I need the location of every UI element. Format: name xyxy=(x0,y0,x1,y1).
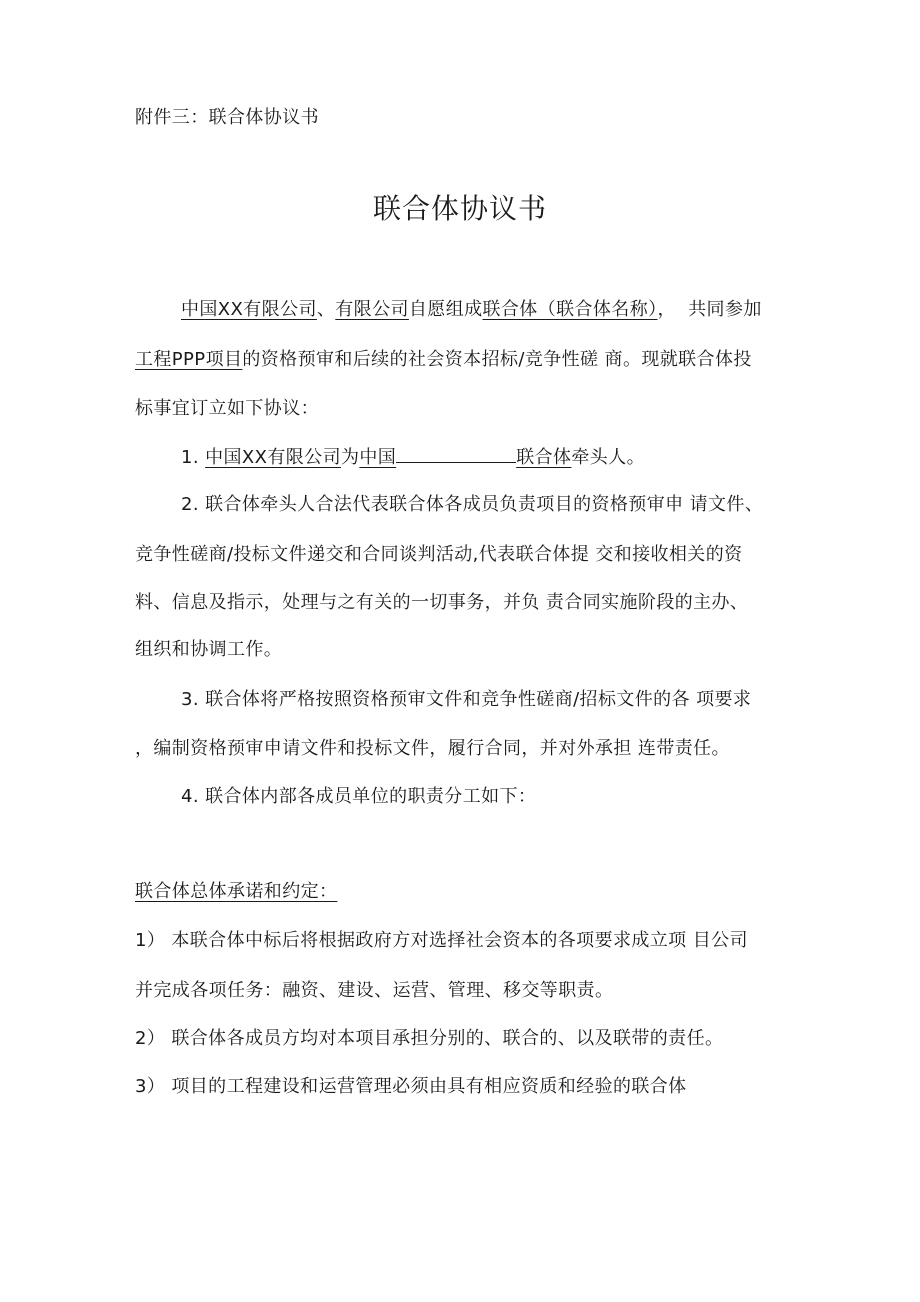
member-a: 中国XX有限公司 xyxy=(181,299,317,320)
intro-sep: 、 xyxy=(316,299,336,320)
clause-1-num: 1. xyxy=(181,447,199,468)
commitment-2: 2） 联合体各成员方均对本项目承担分别的、联合的、以及联带的责任。 xyxy=(135,1028,724,1049)
clause-1-tail: 牵头人。 xyxy=(571,447,646,468)
commitment-3: 3） 项目的工程建设和运营管理必须由具有相应资质和经验的联合体 xyxy=(135,1076,687,1097)
clause-3-line-1: 3. 联合体将严格按照资格预审文件和竞争性磋商/招标文件的各 项要求 xyxy=(181,689,752,710)
intro-text-1: 自愿组成 xyxy=(408,299,483,320)
consortium-suffix: 联合体 xyxy=(516,447,572,468)
clause-1-mid: 为 xyxy=(340,447,360,468)
clause-2-line-4: 组织和协调工作。 xyxy=(135,639,283,660)
clause-4: 4. 联合体内部各成员单位的职责分工如下： xyxy=(181,786,537,807)
commitments-heading: 联合体总体承诺和约定： xyxy=(135,881,338,902)
member-b: 有限公司 xyxy=(335,299,409,320)
project-name: 工程PPP项目 xyxy=(135,349,243,370)
clause-1 xyxy=(181,444,645,470)
consortium-name: 联合体（联合体名称） xyxy=(482,299,658,320)
clause-3-line-2: ，编制资格预审申请文件和投标文件，履行合同，并对外承担 连带责任。 xyxy=(135,738,730,759)
intro-line-3: 标事宜订立如下协议： xyxy=(135,398,319,419)
intro-line-1 xyxy=(181,298,762,322)
clause-2-line-1: 2. 联合体牵头人合法代表联合体各成员负责项目的资格预审申 请文件、 xyxy=(181,494,764,515)
consortium-prefix: 中国 xyxy=(359,447,397,468)
consortium-name-blank xyxy=(396,444,516,463)
page-title: 联合体协议书 xyxy=(372,192,547,225)
commitment-1-line-1: 1） 本联合体中标后将根据政府方对选择社会资本的各项要求成立项 目公司 xyxy=(135,930,748,951)
lead-company: 中国XX有限公司 xyxy=(205,447,341,468)
intro-text-2: ， 共同参加 xyxy=(657,299,762,320)
commitment-1-line-2: 并完成各项任务：融资、建设、运营、管理、移交等职责。 xyxy=(135,980,614,1001)
clause-2-line-2: 竞争性磋商/投标文件递交和合同谈判活动,代表联合体提 交和接收相关的资 xyxy=(135,544,743,565)
attachment-label: 附件三：联合体协议书 xyxy=(135,107,319,128)
clause-2-line-3: 料、信息及指示，处理与之有关的一切事务，并负 责合同实施阶段的主办、 xyxy=(135,592,749,613)
intro-text-3: 的资格预审和后续的社会资本招标/竞争性磋 商。现就联合体投 xyxy=(242,349,752,370)
intro-line-2 xyxy=(135,348,752,372)
